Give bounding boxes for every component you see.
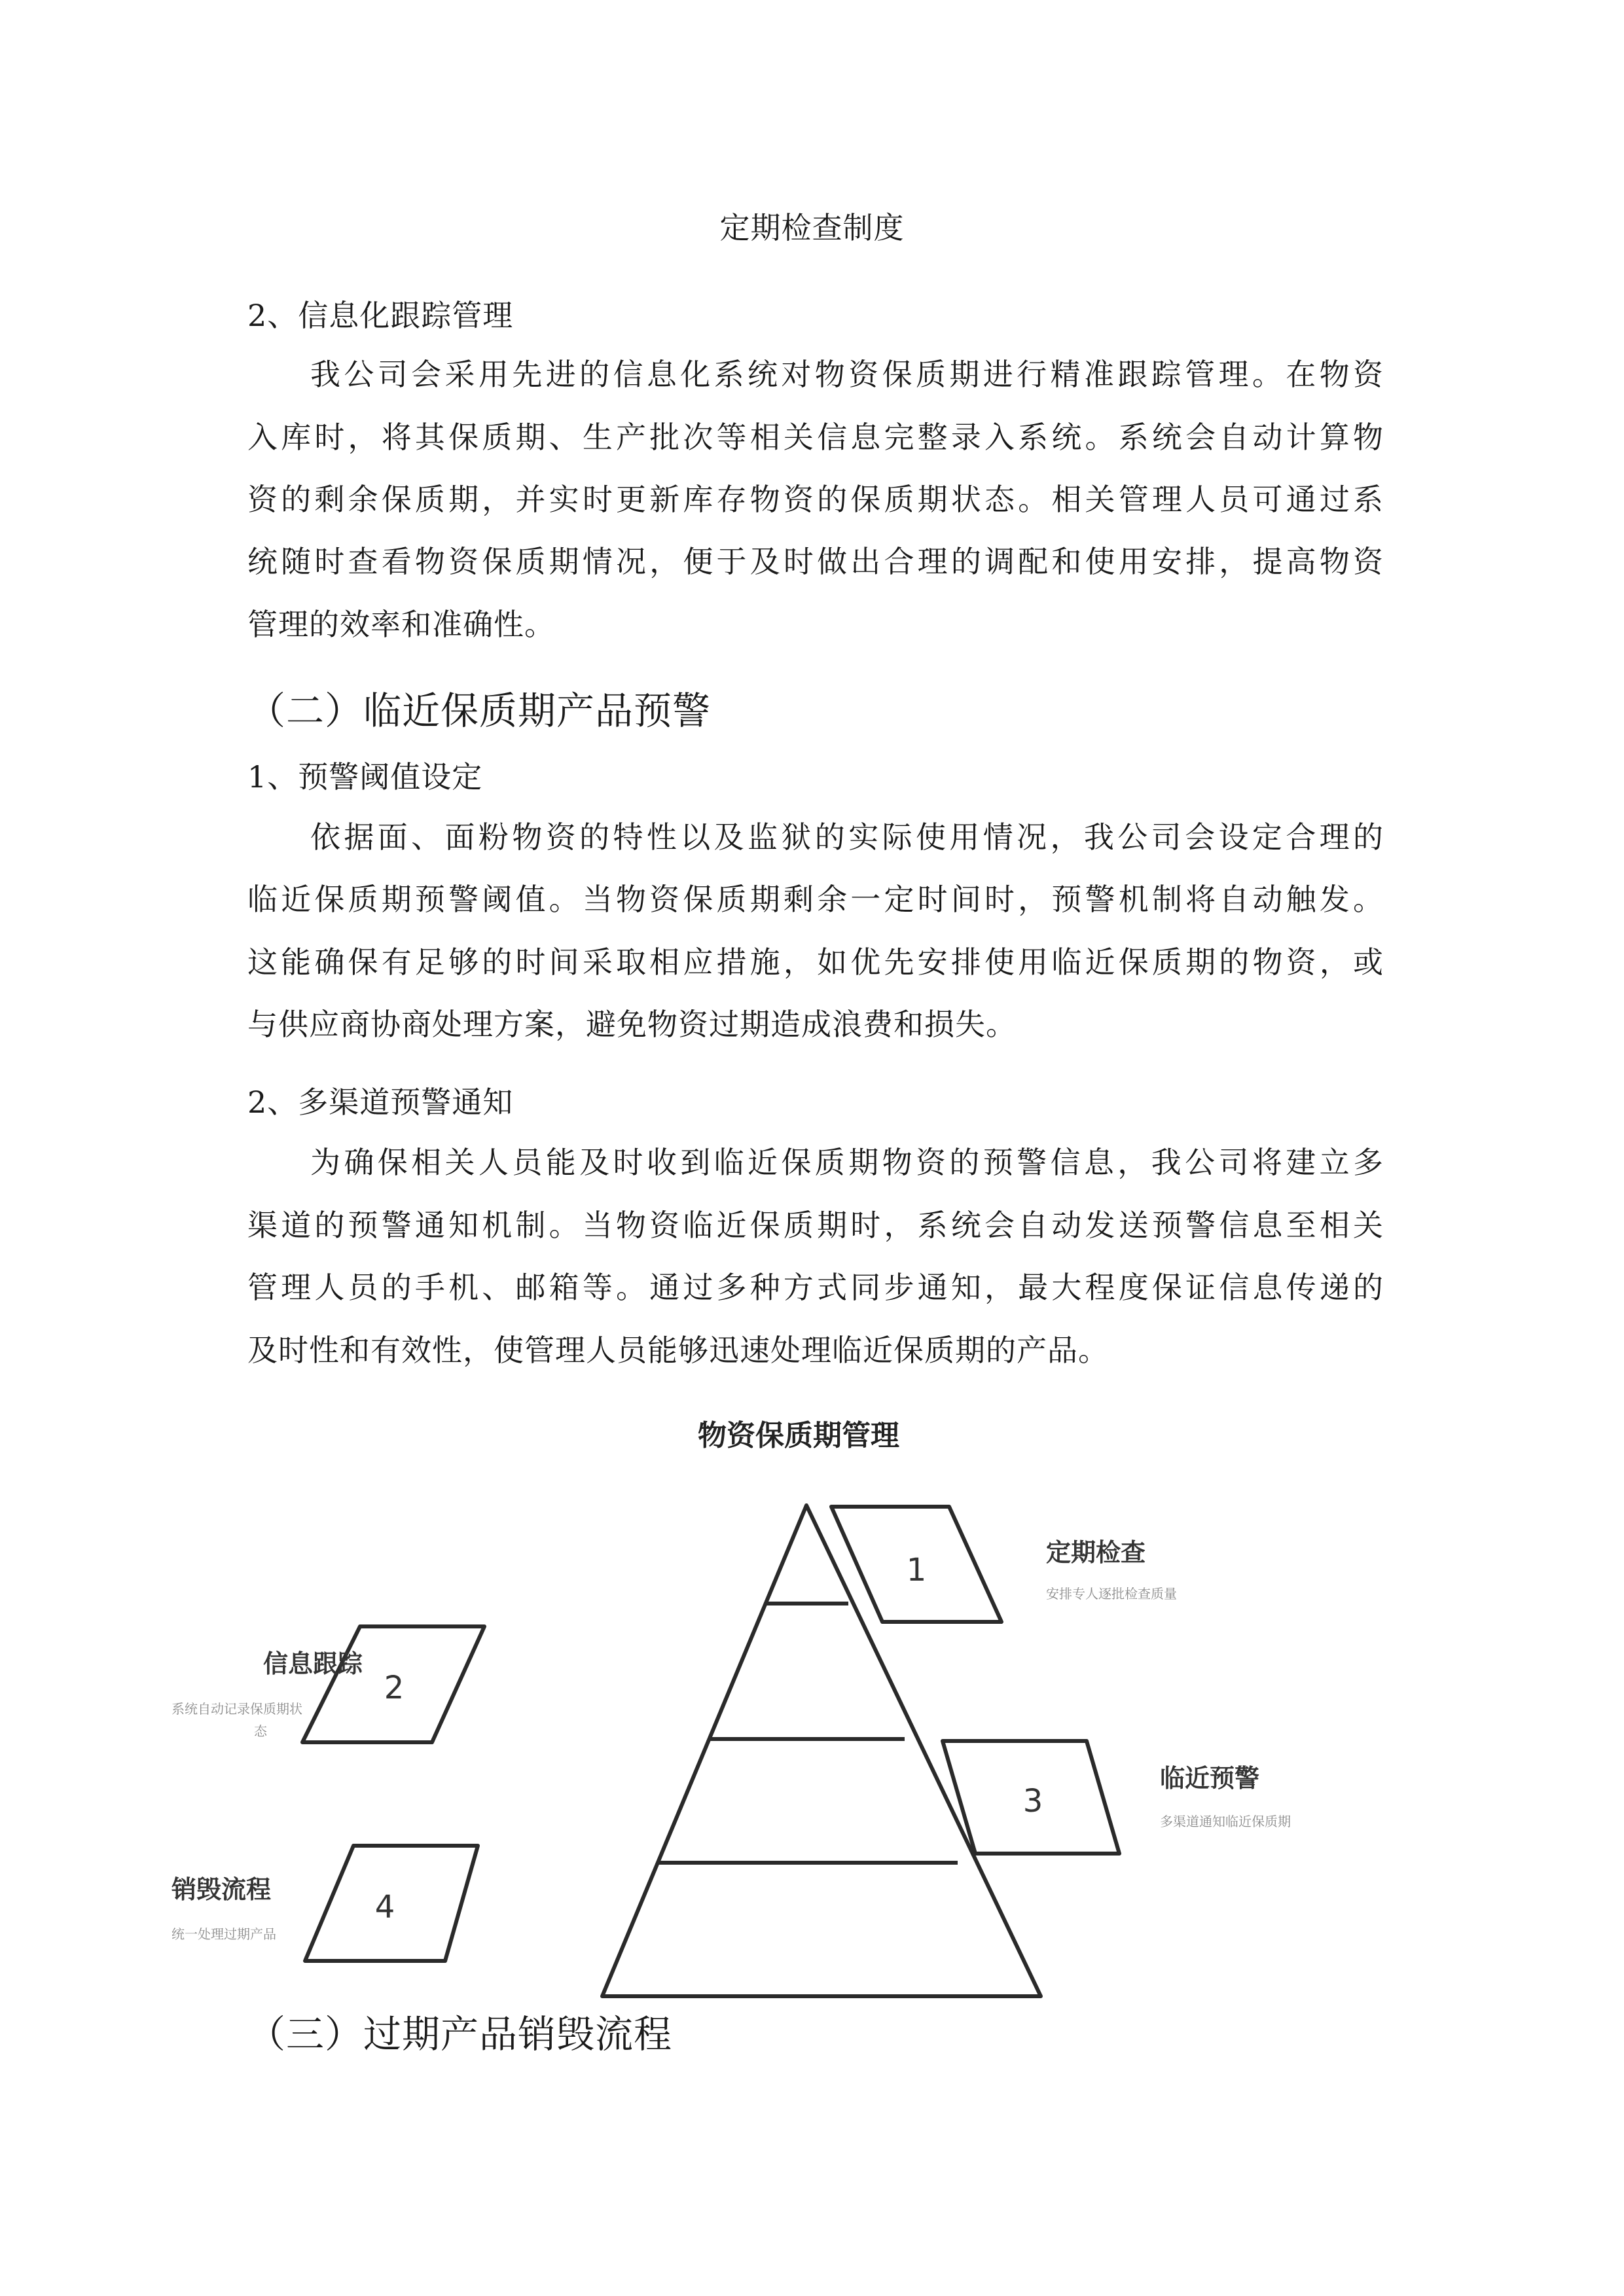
step-desc-4: 统一处理过期产品 [171, 1926, 276, 1942]
paragraph-line: 依据面、面粉物资的特性以及监狱的实际使用情况，我公司会设定合理的 [310, 819, 1384, 855]
top-caption: 定期检查制度 [719, 210, 905, 245]
paragraph-line: 渠道的预警通知机制。当物资临近保质期时，系统会自动发送预警信息至相关 [247, 1208, 1384, 1243]
step-desc-2: 系统自动记录保质期状 [171, 1701, 302, 1717]
subheading-threshold: 1、预警阈值设定 [247, 759, 483, 795]
paragraph-line: 为确保相关人员能及时收到临近保质期物资的预警信息，我公司将建立多 [310, 1145, 1384, 1180]
paragraph-line: 临近保质期预警阈值。当物资保质期剩余一定时间时，预警机制将自动触发。 [247, 882, 1384, 917]
step-number-4: 4 [374, 1889, 395, 1926]
paragraph-line: 入库时，将其保质期、生产批次等相关信息完整录入系统。系统会自动计算物 [247, 420, 1384, 455]
paragraph-line: 这能确保有足够的时间采取相应措施，如优先安排使用临近保质期的物资，或 [247, 944, 1384, 980]
step-label-2: 信息跟踪 [263, 1649, 363, 1678]
step-desc-3: 多渠道通知临近保质期 [1160, 1814, 1291, 1829]
paragraph-line: 管理的效率和准确性。 [247, 607, 555, 642]
step-number-3: 3 [1022, 1783, 1043, 1820]
step-label-3: 临近预警 [1160, 1764, 1260, 1793]
section-title-warning: （二）临近保质期产品预警 [247, 689, 712, 733]
subheading-multichannel: 2、多渠道预警通知 [247, 1085, 514, 1120]
paragraph-line: 资的剩余保质期，并实时更新库存物资的保质期状态。相关管理人员可通过系 [247, 482, 1384, 517]
shelf-life-pyramid-diagram [171, 1394, 1401, 1996]
pyramid-outline [602, 1505, 1041, 1996]
step-number-1: 1 [906, 1552, 927, 1588]
paragraph-line: 统随时查看物资保质期情况，便于及时做出合理的调配和使用安排，提高物资 [247, 544, 1384, 579]
subheading-info-tracking: 2、信息化跟踪管理 [247, 298, 514, 333]
paragraph-line: 我公司会采用先进的信息化系统对物资保质期进行精准跟踪管理。在物资 [310, 357, 1384, 392]
paragraph-line: 管理人员的手机、邮箱等。通过多种方式同步通知，最大程度保证信息传递的 [247, 1270, 1384, 1305]
diagram-title: 物资保质期管理 [698, 1419, 899, 1452]
paragraph-line: 及时性和有效性，使管理人员能够迅速处理临近保质期的产品。 [247, 1333, 1109, 1368]
step-desc-2-continued: 态 [254, 1723, 267, 1739]
step-label-1: 定期检查 [1046, 1538, 1146, 1567]
step-number-2: 2 [384, 1670, 405, 1706]
section-title-destruction: （三）过期产品销毁流程 [247, 2012, 673, 2056]
step-desc-1: 安排专人逐批检查质量 [1046, 1586, 1177, 1602]
step-label-4: 销毁流程 [171, 1875, 272, 1904]
paragraph-line: 与供应商协商处理方案，避免物资过期造成浪费和损失。 [247, 1007, 1017, 1042]
